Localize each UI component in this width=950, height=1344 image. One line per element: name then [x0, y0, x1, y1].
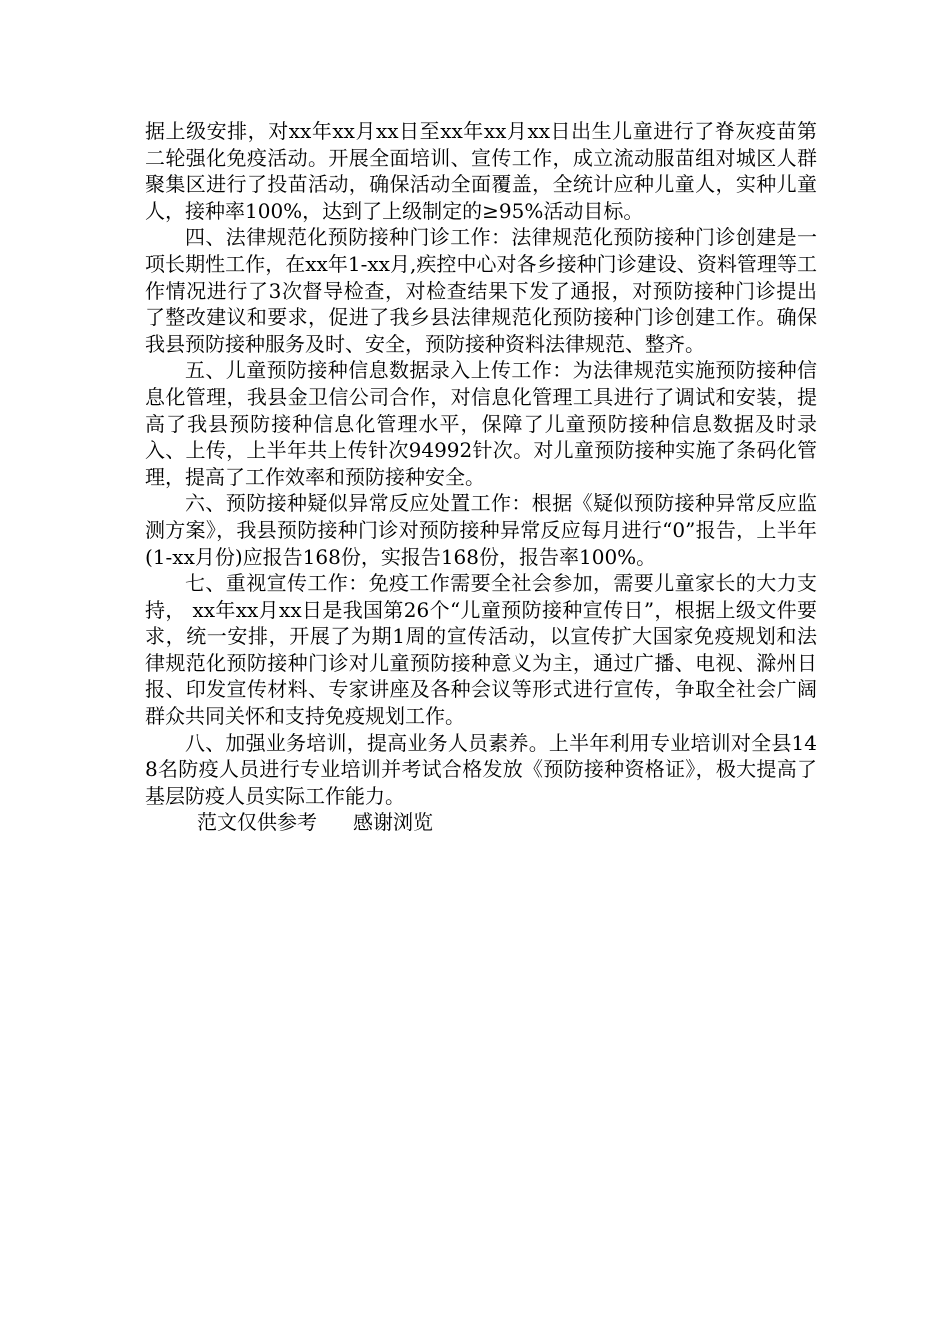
paragraph-vaccine-campaign: 据上级安排，对xx年xx月xx日至xx年xx月xx日出生儿童进行了脊灰疫苗第二轮强化免疫活动。开展全面培训、宣传工作，成立流动服苗组对城区人群聚集区进行了投苗活动，确保活动全面覆盖，全统计应种儿童人，实种儿童 人，接种率100%，达到了上级制定的≥95%活动目标。 [145, 119, 817, 223]
footer-left-text: 范文仅供参考 [197, 810, 317, 835]
paragraph-clinic-standardization: 四、法律规范化预防接种门诊工作：法律规范化预防接种门诊创建是一项长期性工作，在xx年1-xx月,疾控中心对各乡接种门诊建设、资料管理等工作情况进行了3次督导检查，对检查结果下发了通报，对预防接种门诊提出了整改建议和要求，促进了我乡县法律规范化预防接种门诊创建工作。确保我县预防接种服务及时、安全，预防接种资料法律规范、整齐。 [145, 225, 817, 356]
paragraph-publicity: 七、重视宣传工作：免疫工作需要全社会参加，需要儿童家长的大力支持， xx年xx月xx日是我国第26个“儿童预防接种宣传日”，根据上级文件要求，统一安排，开展了为期1周的宣传活动，以宣传扩大国家免疫规划和法律规范化预防接种门诊对儿童预防接种意义为主，通过广播、电视、滁州日报、印发宣传材料、专家讲座及各种会议等形式进行宣传，争取全社会广阔群众共同关怀和支持免疫规划工作。 [145, 571, 817, 729]
paragraph-training: 八、加强业务培训，提高业务人员素养。上半年利用专业培训对全县148名防疫人员进行专业培训并考试合格发放《预防接种资格证》，极大提高了基层防疫人员实际工作能力。 [145, 730, 817, 808]
paragraph-data-upload: 五、儿童预防接种信息数据录入上传工作：为法律规范实施预防接种信息化管理，我县金卫信公司合作，对信息化管理工具进行了调试和安装，提高了我县预防接种信息化管理水平，保障了儿童预防接种信息数据及时录入、上传，上半年共上传针次94992针次。对儿童预防接种实施了条码化管理，提高了工作效率和预防接种安全。 [145, 358, 817, 489]
paragraph-adverse-reaction: 六、预防接种疑似异常反应处置工作：根据《疑似预防接种异常反应监测方案》，我县预防接种门诊对预防接种异常反应每月进行“0”报告，上半年(1-xx月份)应报告168份，实报告168份，报告率100%。 [145, 491, 817, 569]
footer-right-text: 感谢浏览 [353, 810, 433, 835]
document-page [145, 118, 817, 836]
footer-note [145, 809, 817, 836]
